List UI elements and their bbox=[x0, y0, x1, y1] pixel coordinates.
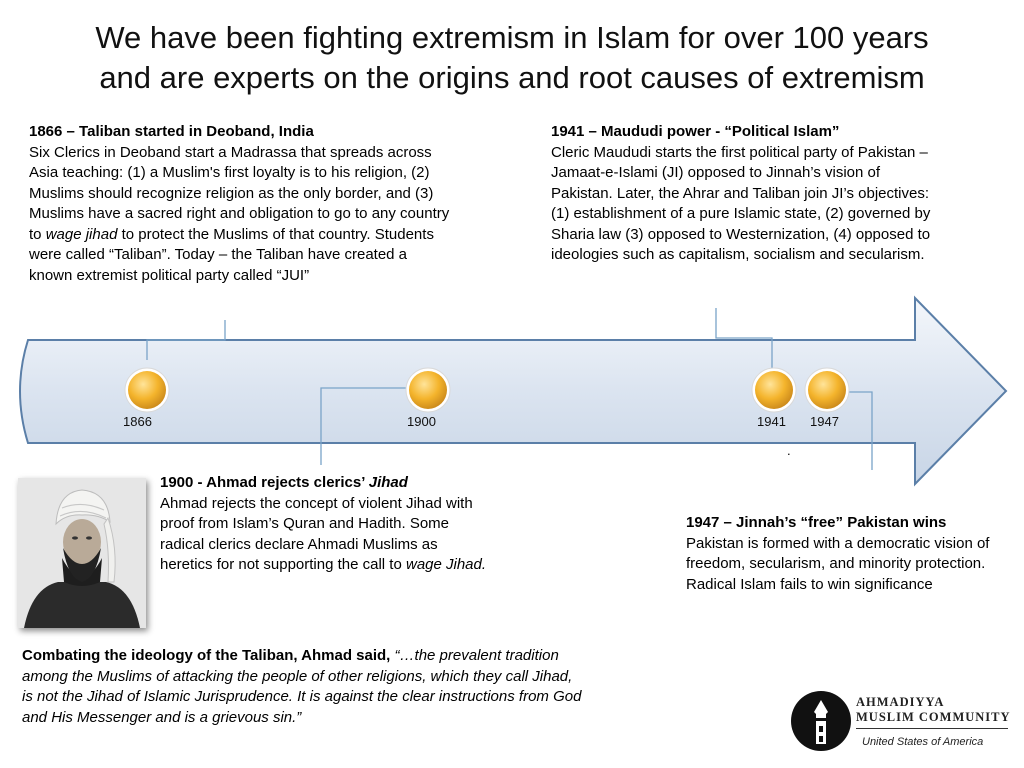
event-1900 bbox=[160, 473, 490, 576]
event-1941-heading: 1941 – Maududi power - “Political Islam” bbox=[551, 123, 840, 140]
event-1900-heading-text: 1900 - Ahmad rejects clerics’ bbox=[160, 474, 369, 491]
year-label-1866: 1866 bbox=[123, 414, 152, 429]
timeline-dot-1947 bbox=[805, 368, 849, 412]
timeline-dot-1866 bbox=[125, 368, 169, 412]
logo-line-1: AHMADIYYA bbox=[856, 695, 945, 709]
event-1866-body bbox=[29, 143, 454, 287]
timeline-dot-1941 bbox=[752, 368, 796, 412]
event-1900-body-emphasis: wage Jihad. bbox=[405, 556, 487, 573]
year-label-1947: 1947 bbox=[810, 414, 839, 429]
portrait-photo bbox=[18, 478, 146, 628]
logo-line-2: MUSLIM COMMUNITY bbox=[856, 710, 1011, 724]
event-1941-body: Cleric Maududi starts the first political party of Pakistan – Jamaat-e-Islami (JI) opposed to Jinnah’s vision of Pakistan. Later, the Ahrar and Taliban join JI’s objectives: (1) establishment of a pure Islamic state, (2) governed by Sharia law (3) opposed to Westernization, (4) opposed to ideologies such as capitalism, socialism and secularism. bbox=[551, 143, 931, 263]
event-1947 bbox=[686, 513, 1016, 595]
event-1900-heading bbox=[160, 473, 490, 494]
event-1900-body bbox=[160, 494, 490, 576]
year-label-1900: 1900 bbox=[407, 414, 436, 429]
logo-divider bbox=[856, 728, 1008, 729]
event-1866 bbox=[29, 122, 454, 286]
event-1941 bbox=[551, 122, 931, 266]
event-1947-heading: 1947 – Jinnah’s “free” Pakistan wins bbox=[686, 514, 947, 531]
quote-intro: Combating the ideology of the Taliban, Ahmad said, bbox=[22, 647, 395, 664]
year-label-1941: 1941 bbox=[757, 414, 786, 429]
event-1866-body-b: to protect the Muslims of that country. Students were called “Taliban”. Today – the Taliban have created a known extremist political party called “JUI” bbox=[29, 225, 434, 284]
event-1900-heading-emphasis: Jihad bbox=[368, 474, 408, 491]
ahmad-quote bbox=[22, 646, 582, 728]
ahmadiyya-logo bbox=[790, 688, 1015, 758]
event-1947-body: Pakistan is formed with a democratic vision of freedom, secularism, and minority protection. Radical Islam fails to win significance bbox=[686, 534, 990, 593]
timeline-dot-1900 bbox=[406, 368, 450, 412]
event-1866-body-a: Six Clerics in Deoband start a Madrassa that spreads across Asia teaching: (1) a Muslim's first loyalty is to his religion, (2) Muslims should recognize religion as the only border, and (3) Muslims have a sacred right and obligation to go to any country to bbox=[29, 143, 450, 243]
title-line-1: We have been fighting extremism in Islam for over 100 years bbox=[95, 20, 929, 55]
logo-subtitle: United States of America bbox=[862, 736, 984, 748]
portrait-figure bbox=[18, 478, 146, 628]
quote-text: “…the prevalent tradition among the Muslims of attacking the people of other religions, which they call Jihad, is not the Jihad of Islamic Jurisprudence. It is against the clear instructions from God and His Messenger and is a grievous sin.” bbox=[22, 647, 582, 726]
title-line-2: and are experts on the origins and root causes of extremism bbox=[99, 60, 925, 95]
minaret-logo-icon bbox=[790, 690, 852, 752]
dot-note: . bbox=[787, 443, 791, 458]
event-1866-body-emphasis: wage jihad bbox=[45, 225, 118, 243]
event-1866-heading: 1866 – Taliban started in Deoband, India bbox=[29, 123, 314, 140]
event-1900-body-a: Ahmad rejects the concept of violent Jihad with proof from Islam’s Quran and Hadith. Some radical clerics declare Ahmadi Muslims as heretics for not supporting the call to bbox=[160, 494, 473, 573]
